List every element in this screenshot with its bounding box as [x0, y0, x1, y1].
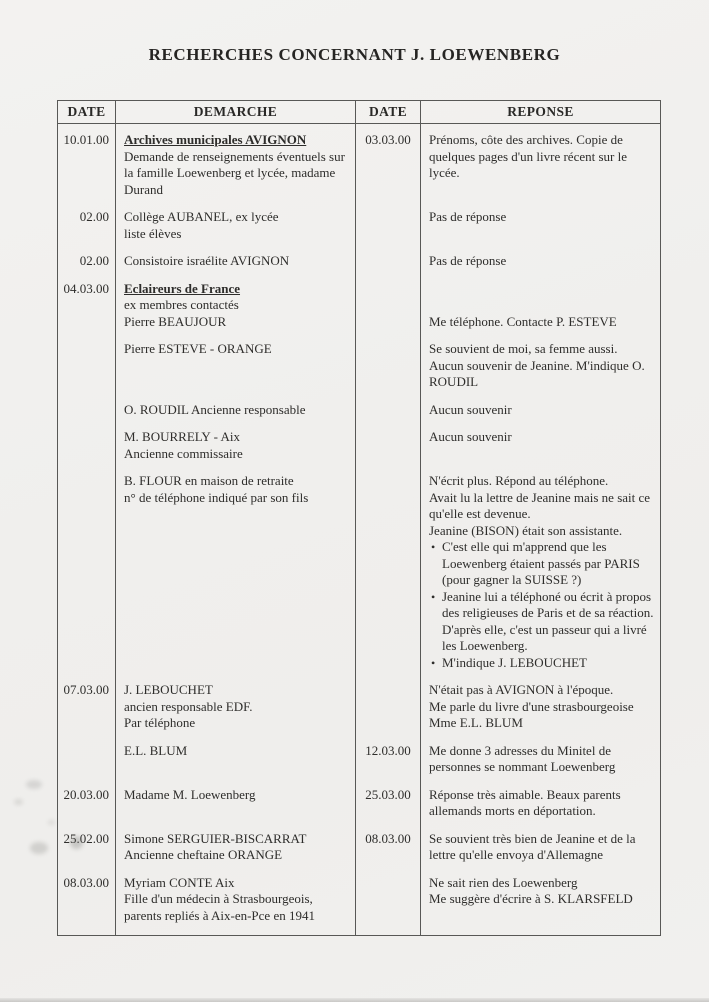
demarche-cell: [115, 124, 355, 209]
scan-smudge: [48, 820, 55, 825]
date-cell: [58, 743, 115, 787]
scan-bottom-edge: [0, 998, 709, 1002]
text-line: liste élèves: [124, 225, 182, 241]
demarche-cell: [115, 429, 355, 473]
text-line: Eclaireurs de France: [124, 280, 241, 296]
text-line: Pas de réponse: [429, 209, 507, 224]
text-line: Se souvient très bien de Jeanine et de la lettre qu'elle envoya d'Allemagne: [429, 830, 636, 862]
date-cell: [58, 341, 115, 402]
scan-smudge: [26, 780, 42, 789]
response-cell: [420, 253, 660, 281]
text-line: Aucun souvenir: [429, 429, 512, 444]
date-cell: [58, 314, 115, 342]
demarche-cell: [115, 209, 355, 253]
text-line: 10.01.00: [63, 132, 109, 147]
date-cell: [58, 875, 115, 936]
text-line: Ancienne commissaire: [124, 445, 243, 461]
date-cell: [58, 124, 115, 209]
scan-smudge: [30, 842, 48, 854]
text-line: parents repliés à Aix-en-Pce en 1941: [124, 907, 315, 923]
text-line: 02.00: [79, 253, 109, 268]
text-line: 08.03.00: [365, 830, 411, 846]
header-reponse: REPONSE: [420, 101, 660, 123]
header-date-demarche: DATE: [67, 104, 106, 119]
demarche-cell: [115, 341, 355, 402]
demarche-cell: [115, 682, 355, 743]
text-line: N'était pas à AVIGNON à l'époque.: [429, 682, 614, 697]
bullet-text: M'indique J. LEBOUCHET: [442, 654, 587, 670]
bullet-line: [429, 589, 655, 655]
text-line: 03.03.00: [365, 132, 411, 147]
response-date-cell: [355, 743, 420, 787]
page-title: RECHERCHES CONCERNANT J. LOEWENBERG: [148, 45, 561, 64]
date-cell: [58, 682, 115, 743]
response-cell: [420, 429, 660, 473]
text-line: Avait lu la lettre de Jeanine mais ne sait ce qu'elle est devenue.: [429, 489, 651, 521]
demarche-cell: [115, 402, 355, 430]
table-header-row: [58, 101, 660, 124]
text-line: O. ROUDIL Ancienne responsable: [124, 401, 306, 417]
response-date-cell: [355, 787, 420, 831]
response-cell: [420, 124, 660, 209]
text-line: 07.03.00: [63, 682, 109, 697]
response-cell: [420, 402, 660, 430]
demarche-cell: [115, 831, 355, 875]
response-date-cell: [355, 341, 420, 402]
text-line: Me parle du livre d'une strasbourgeoise Mme E.L. BLUM: [429, 698, 634, 730]
text-line: 12.03.00: [365, 742, 411, 758]
bullet-line: [429, 655, 655, 672]
response-cell: [420, 341, 660, 402]
date-cell: [58, 831, 115, 875]
response-date-cell: [355, 314, 420, 342]
demarche-cell: [115, 787, 355, 831]
response-date-cell: [355, 682, 420, 743]
text-line: n° de téléphone indiqué par son fils: [124, 489, 309, 505]
scan-smudge: [70, 836, 83, 849]
response-date-cell: [355, 281, 420, 314]
response-date-cell: [355, 875, 420, 936]
demarche-cell: [115, 253, 355, 281]
text-line: 04.03.00: [63, 280, 109, 296]
text-line: Pierre ESTEVE - ORANGE: [124, 341, 272, 356]
response-cell: [420, 314, 660, 342]
bullet-icon: •: [431, 540, 436, 554]
response-cell: [420, 875, 660, 936]
text-line: Demande de renseignements éventuels sur la famille Loewenberg et lycée, madame Durand: [124, 148, 345, 197]
text-line: Myriam CONTE Aix: [124, 874, 235, 890]
text-line: 20.03.00: [63, 786, 109, 802]
text-line: Se souvient de moi, sa femme aussi.: [429, 341, 618, 356]
text-line: Aucun souvenir: [429, 401, 512, 417]
bullet-icon: •: [431, 589, 436, 604]
text-line: Archives municipales AVIGNON: [124, 132, 307, 147]
response-date-cell: [355, 253, 420, 281]
text-line: Me suggère d'écrire à S. KLARSFELD: [429, 891, 633, 906]
text-line: Fille d'un médecin à Strasbourgeois,: [124, 891, 313, 906]
text-line: Jeanine (BISON) était son assistante.: [429, 522, 623, 538]
response-date-cell: [355, 124, 420, 209]
text-line: Madame M. Loewenberg: [124, 786, 256, 802]
response-date-cell: [355, 831, 420, 875]
response-date-cell: [355, 473, 420, 682]
text-line: ancien responsable EDF.: [124, 698, 253, 714]
date-cell: [58, 402, 115, 430]
table-body: [58, 124, 660, 935]
text-line: B. FLOUR en maison de retraite: [124, 473, 294, 488]
demarche-cell: [115, 281, 355, 314]
response-cell: [420, 473, 660, 682]
response-date-cell: [355, 209, 420, 253]
text-line: Aucun souvenir de Jeanine. M'indique O. ROUDIL: [429, 357, 645, 389]
text-line: M. BOURRELY - Aix: [124, 429, 240, 444]
demarche-cell: [115, 314, 355, 342]
text-line: Pierre BEAUJOUR: [124, 313, 227, 329]
text-line: Simone SERGUIER-BISCARRAT: [124, 830, 307, 846]
response-cell: [420, 209, 660, 253]
text-line: E.L. BLUM: [124, 742, 188, 758]
demarche-cell: [115, 875, 355, 936]
text-line: Ancienne cheftaine ORANGE: [124, 847, 283, 862]
response-date-cell: [355, 402, 420, 430]
date-cell: [58, 281, 115, 314]
bullet-icon: •: [431, 655, 436, 670]
header-date-reponse: DATE: [355, 101, 420, 123]
text-line: Réponse très aimable. Beaux parents allemands morts en déportation.: [429, 786, 621, 818]
text-line: 25.03.00: [365, 786, 411, 802]
text-line: N'écrit plus. Répond au téléphone.: [429, 473, 609, 488]
date-cell: [58, 429, 115, 473]
text-line: 02.00: [79, 209, 109, 224]
scan-smudge: [14, 799, 23, 805]
date-cell: [58, 209, 115, 253]
text-line: Me donne 3 adresses du Minitel de personnes se nommant Loewenberg: [429, 742, 616, 774]
date-cell: [58, 787, 115, 831]
research-table: [57, 100, 661, 936]
bullet-text: Jeanine lui a téléphoné ou écrit à propos des religieuses de Paris et de sa réaction. D'après elle, c'est un passeur qui a livré les Loewenberg.: [442, 588, 654, 653]
text-line: Collège AUBANEL, ex lycée: [124, 209, 279, 224]
text-line: Pas de réponse: [429, 253, 507, 268]
text-line: 25.02.00: [63, 830, 109, 846]
response-cell: [420, 281, 660, 314]
header-demarche: DEMARCHE: [115, 101, 355, 123]
text-line: Par téléphone: [124, 715, 196, 730]
bullet-line: [429, 539, 655, 589]
response-date-cell: [355, 429, 420, 473]
response-cell: [420, 787, 660, 831]
text-line: Ne sait rien des Loewenberg: [429, 874, 578, 890]
text-line: J. LEBOUCHET: [124, 682, 213, 697]
response-cell: [420, 743, 660, 787]
text-line: ex membres contactés: [124, 297, 239, 312]
date-cell: [58, 253, 115, 281]
date-cell: [58, 473, 115, 682]
response-cell: [420, 682, 660, 743]
text-line: 08.03.00: [63, 874, 109, 890]
text-line: Me téléphone. Contacte P. ESTEVE: [429, 313, 617, 329]
demarche-cell: [115, 473, 355, 682]
bullet-text: C'est elle qui m'apprend que les Loewenberg étaient passés par PARIS (pour gagner la SUISSE ?): [442, 539, 640, 587]
text-line: Prénoms, côte des archives. Copie de quelques pages d'un livre récent sur le lycée.: [429, 132, 627, 180]
demarche-cell: [115, 743, 355, 787]
response-cell: [420, 831, 660, 875]
text-line: Consistoire israélite AVIGNON: [124, 253, 290, 268]
